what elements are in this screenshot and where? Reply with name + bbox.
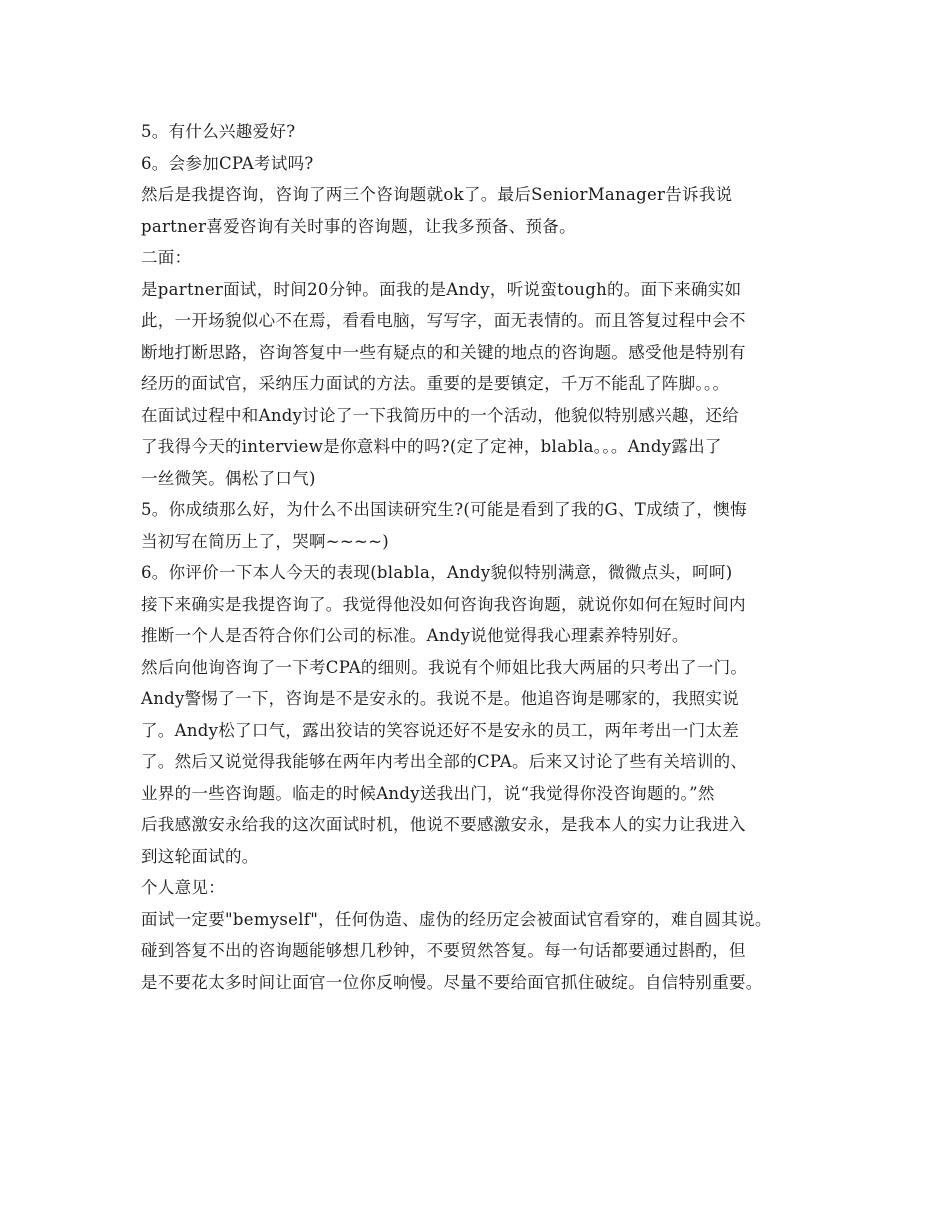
text-line: 5。你成绩那么好，为什么不出国读研究生?(可能是看到了我的G、T成绩了，懊悔 [141, 500, 747, 519]
text-line: 了我得今天的interview是你意料中的吗?(定了定神，blabla。。。Andy露出了 [141, 437, 722, 456]
text-line: 5。有什么兴趣爱好? [141, 122, 296, 141]
text-line: 6。你评价一下本人今天的表现(blabla，Andy貌似特别满意，微微点头，呵呵) [141, 563, 733, 582]
text-line: 一丝微笑。偶松了口气) [141, 468, 316, 488]
section-heading-personal-opinion: 个人意见： [141, 878, 225, 897]
text-line: 6。会参加CPA考试吗? [141, 153, 314, 173]
text-line: 当初写在简历上了，哭啊~~~~) [141, 531, 390, 551]
text-line: 此，一开场貌似心不在焉，看看电脑，写写字，面无表情的。而且答复过程中会不 [141, 311, 746, 330]
text-line: 了。Andy松了口气，露出狡诘的笑容说还好不是安永的员工，两年考出一门太差 [141, 720, 740, 740]
text-line: 是不要花太多时间让面官一位你反响慢。尽量不要给面官抓住破绽。自信特别重要。 [141, 972, 763, 992]
text-line: 业界的一些咨询题。临走的时候Andy送我出门，说“我觉得你没咨询题的。”然 [141, 783, 715, 803]
text-line: 接下来确实是我提咨询了。我觉得他没如何咨询我咨询题，就说你如何在短时间内 [141, 594, 746, 614]
text-line: 面试一定要"bemyself"，任何伪造、虚伪的经历定会被面试官看穿的，难自圆其说。 [141, 909, 772, 929]
text-line: 推断一个人是否符合你们公司的标准。Andy说他觉得我心理素养特别好。 [141, 626, 689, 645]
section-heading-second-interview: 二面： [141, 248, 192, 267]
text-line: 是partner面试，时间20分钟。面我的是Andy，听说蛮tough的。面下来确实如 [141, 279, 742, 299]
text-line: 断地打断思路，咨询答复中一些有疑点的和关键的地点的咨询题。感受他是特别有 [141, 342, 746, 362]
text-line: 了。然后又说觉得我能够在两年内考出全部的CPA。后来又讨论了些有关培训的、 [141, 752, 748, 771]
text-line: 后我感激安永给我的这次面试时机，他说不要感激安永，是我本人的实力让我进入 [141, 815, 746, 834]
text-line: 到这轮面试的。 [141, 846, 259, 866]
text-line: 经历的面试官，采纳压力面试的方法。重要的是要镇定，千万不能乱了阵脚。。。 [141, 374, 730, 393]
text-line: partner喜爱咨询有关时事的咨询题，让我多预备、预备。 [141, 216, 576, 236]
text-line: 然后向他询咨询了一下考CPA的细则。我说有个师姐比我大两届的只考出了一门。 [141, 657, 748, 677]
text-line: Andy警惕了一下，咨询是不是安永的。我说不是。他追咨询是哪家的，我照实说 [141, 689, 740, 708]
text-line: 然后是我提咨询，咨询了两三个咨询题就ok了。最后SeniorManager告诉我说 [141, 185, 733, 204]
document-body [141, 116, 831, 998]
text-line: 在面试过程中和Andy讨论了一下我简历中的一个活动，他貌似特别感兴趣，还给 [141, 405, 740, 425]
text-line: 碰到答复不出的咨询题能够想几秒钟，不要贸然答复。每一句话都要通过斟酌，但 [141, 941, 746, 960]
